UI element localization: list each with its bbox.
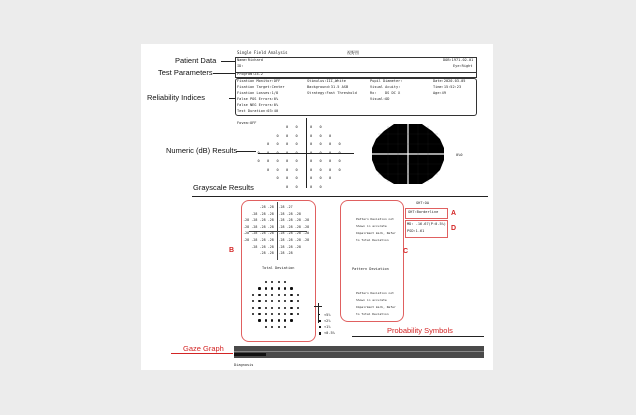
legend-item: <0.5% [324,331,335,335]
grayscale-results-callout: Grayscale Results [193,183,254,192]
total-deviation-label: Total Deviation [262,266,295,270]
numeric-cell: 0 [295,167,298,172]
td-cell: -28 [259,205,266,209]
pattern-note-bottom-line: Pattern Deviation not [356,291,394,295]
pattern-note-top-line: Impairment mark, Refer [356,231,396,235]
td-cell: -28 [267,238,274,242]
legend-symbol-05 [319,332,322,335]
param-stimulus: Stimulus:III,White [307,79,346,83]
td-cell: -28 [251,238,258,242]
param-strategy: Strategy:Fast Threshold [307,91,357,95]
probability-line [352,336,484,337]
diagnosis-label: Diagnosis [234,363,254,367]
param-pupil: Pupil Diameter: [370,79,403,83]
td-probability-dot [278,307,280,309]
td-cell: -28 [278,238,285,242]
td-cell: -28 [267,244,274,249]
td-probability-dot [258,294,260,296]
td-cell: -28 [303,238,310,242]
numeric-cell: 0 [329,150,332,155]
td-probability-dot [265,294,267,296]
patient-data-box [235,57,477,73]
td-cell: -28 [278,231,285,236]
td-cell: -28 [243,224,250,229]
numeric-cell: 0 [257,150,260,155]
numeric-cell: 0 [338,167,341,172]
td-cell: -28 [278,251,285,256]
td-cell: -28 [294,231,301,236]
patient-id: ID: [237,64,244,68]
td-probability-dot [290,287,292,289]
td-cell: -28 [278,218,285,223]
td-cell: -28 [259,244,266,249]
td-cell: -28 [278,211,285,216]
td-cell: -28 [259,224,266,229]
section-divider [192,196,488,197]
param-fixation-target: Fixation Target:Center [237,85,285,89]
numeric-cell: 0 [257,159,260,163]
numeric-cell: 0 [276,142,279,146]
numeric-cell: 0 [338,142,341,146]
patient-eye: Eye:Right [453,64,473,68]
gaze-baseline [234,351,484,352]
numeric-cell: 0 [329,159,332,163]
numeric-cell: 0 [295,184,298,189]
td-probability-dot [258,313,260,315]
legend-hline [314,306,322,307]
numeric-cell: 0 [319,159,322,163]
td-cell: -28 [259,251,266,256]
pattern-note-bottom-line: Impairment mark, Refer [356,305,396,309]
numeric-cell: 0 [319,167,322,172]
td-probability-dot [278,319,280,321]
param-rx-values: DS DC X [385,91,401,95]
md-value: MD: -16.67(P:0.5%) [407,222,446,226]
pattern-note-top-line: Shown in accurate [356,224,387,228]
td-probability-dot [265,281,267,283]
legend-item: <1% [324,325,331,329]
td-cell: -28 [286,251,293,256]
patient-data-callout: Patient Data [175,56,217,65]
callout-line-numeric [236,151,256,152]
td-cell: -28 [278,224,285,229]
numeric-cell: 0 [338,150,341,155]
param-false-pos: False POS Errors:0% [237,97,279,101]
td-probability-dot [290,294,292,296]
td-cell: -28 [267,231,274,236]
td-probability-dot [265,313,267,315]
legend-item: <2% [324,319,331,323]
td-cell: -27 [286,205,293,209]
legend-item: <5% [324,313,331,317]
td-cell: -28 [294,218,301,223]
td-probability-dot [265,319,267,321]
numeric-cell: 0 [286,142,289,146]
numeric-cell: 0 [295,176,298,180]
td-probability-dot [258,319,260,321]
td-cell: -28 [267,251,274,256]
numeric-cell: 0 [286,159,289,163]
numeric-cell: 0 [310,159,313,163]
td-cell: -28 [243,238,250,242]
td-cell: -28 [251,211,258,216]
td-cell: -28 [251,218,258,223]
legend-symbol-1 [319,326,321,328]
param-duration: Test Duration:03:40 [237,109,279,113]
param-fixation-losses: Fixation Losses:1/8 [237,91,279,95]
td-cell: -28 [294,244,301,249]
letter-a: A [451,210,457,217]
numeric-cell: 0 [286,133,289,138]
numeric-cell: 0 [286,167,289,172]
pattern-note-top-line: Pattern Deviation not [356,217,394,221]
td-cell: -28 [267,211,274,216]
param-age: Age:49 [433,91,446,95]
pattern-note-bottom-line: to Total Deviation [356,312,389,316]
numeric-cell: 0 [276,167,279,172]
td-probability-dot [265,307,267,309]
numeric-cell: 0 [319,125,322,129]
td-cell: -28 [259,231,266,236]
reliability-callout: Reliability Indices [147,93,205,102]
td-cell: -28 [267,224,274,229]
gaze-trace [234,353,266,356]
td-probability-dot [271,326,273,328]
numeric-cell: 0 [338,159,341,163]
numeric-cell: 0 [329,142,332,146]
td-probability-dot [290,313,292,315]
td-cell: -28 [303,224,310,229]
td-cell: -28 [259,238,266,242]
callout-line-patient [221,61,235,62]
td-probability-dot [297,294,299,296]
td-probability-dot [258,287,260,289]
td-probability-dot [271,287,273,289]
param-time: Time:15:52:23 [433,85,462,89]
td-cell: -28 [259,218,266,223]
numeric-cell: 0 [310,142,313,146]
grayscale-label: 0%0 [456,153,463,157]
td-probability-dot [258,307,260,309]
td-probability-dot [265,326,267,328]
param-visual: Visual:OD [370,97,390,101]
report-title-cn: 视野图 [347,50,359,55]
numeric-cell: 0 [319,184,322,189]
fovea-text: Fovea:OFF [237,121,257,125]
td-cell: -28 [251,224,258,229]
numeric-cell: 0 [286,176,289,180]
td-cell: -28 [267,205,274,209]
param-rx: Rx: [370,91,377,95]
letter-b: B [229,247,235,254]
numeric-cell: 0 [329,167,332,172]
numeric-cell: 0 [267,142,270,146]
td-probability-dot [297,307,299,309]
numeric-cell: 0 [310,184,313,189]
numeric-cell: 0 [295,150,298,155]
numeric-cell: 0 [319,133,322,138]
td-cell: -28 [267,218,274,223]
numeric-v-axis [306,118,307,188]
td-cell: -28 [294,211,301,216]
param-background: Background:31.5 ASB [307,85,349,89]
numeric-cell: 0 [329,133,332,138]
td-cell: -28 [243,231,250,236]
numeric-cell: 0 [276,133,279,138]
gaze-graph [234,346,484,358]
td-cell: -28 [251,244,258,249]
td-cell: -28 [303,218,310,223]
numeric-cell: 0 [267,159,270,163]
letter-d: D [451,225,457,232]
legend-symbol-2 [319,320,321,322]
td-cell: -28 [278,244,285,249]
numeric-results-callout: Numeric (dB) Results [166,146,238,155]
td-probability-dot [271,307,273,309]
td-cell: -28 [294,224,301,229]
callout-line-reliability [229,98,235,99]
param-acuity: Visual Acuity: [370,85,401,89]
td-probability-dot [297,313,299,315]
numeric-cell: 0 [295,133,298,138]
psd-value: PSD:1.61 [407,229,425,233]
td-cell: -28 [286,211,293,216]
td-probability-dot [290,319,292,321]
ght-value: GHT:Borderline [408,210,439,214]
td-probability-dot [278,287,280,289]
td-cell: -28 [278,205,285,209]
numeric-cell: 0 [310,133,313,138]
td-probability-dot [271,294,273,296]
td-cell: -28 [286,231,293,236]
td-cell: -28 [286,244,293,249]
numeric-cell: 0 [276,176,279,180]
td-probability-dot [265,287,267,289]
numeric-cell: 0 [329,176,332,180]
numeric-cell: 0 [310,150,313,155]
numeric-cell: 0 [286,184,289,189]
probability-symbols-callout: Probability Symbols [387,326,453,335]
callout-line-gaze [171,353,233,354]
letter-c: C [403,248,409,255]
param-false-neg: False NEG Errors:0% [237,103,279,107]
numeric-cell: 0 [310,125,313,129]
numeric-cell: 0 [286,150,289,155]
param-date: Date:2020-03-05 [433,79,466,83]
numeric-cell: 0 [295,142,298,146]
report-title: Single Field Analysis [237,50,288,55]
param-fixation-monitor: Fixation Monitor:OFF [237,79,281,83]
td-cell: -28 [243,218,250,223]
pattern-deviation-label: Pattern Deviation [352,267,389,271]
td-cell: -28 [286,218,293,223]
td-cell: -28 [286,224,293,229]
grayscale-map [368,120,448,188]
patient-dob: DOB:1971-02-01 [443,58,474,62]
numeric-cell: 0 [310,167,313,172]
callout-line-params [213,73,235,74]
numeric-cell: 0 [319,142,322,146]
test-parameters-callout: Test Parameters [158,68,213,77]
numeric-cell: 0 [276,150,279,155]
td-cell: -28 [294,238,301,242]
td-cell: -28 [286,238,293,242]
numeric-cell: 0 [276,159,279,163]
numeric-cell: 0 [319,176,322,180]
td-probability-dot [290,307,292,309]
pattern-note-bottom-line: Shown in accurate [356,298,387,302]
numeric-cell: 0 [319,150,322,155]
numeric-cell: 0 [295,125,298,129]
td-cell: -28 [259,211,266,216]
numeric-cell: 0 [295,159,298,163]
ght-title: GHT:OA [416,201,429,205]
gaze-graph-callout: Gaze Graph [183,344,224,353]
td-probability-dot [271,319,273,321]
td-cell: -28 [251,231,258,236]
numeric-cell: 0 [267,167,270,172]
td-cell: -28 [303,231,310,236]
program-text: Program:24-2 [237,72,263,76]
numeric-cell: 0 [310,176,313,180]
numeric-cell: 0 [267,150,270,155]
numeric-cell: 0 [286,125,289,129]
legend-symbol-5 [319,314,320,315]
patient-name: Name:Richard [237,58,263,62]
pattern-note-top-line: to Total Deviation [356,238,389,242]
